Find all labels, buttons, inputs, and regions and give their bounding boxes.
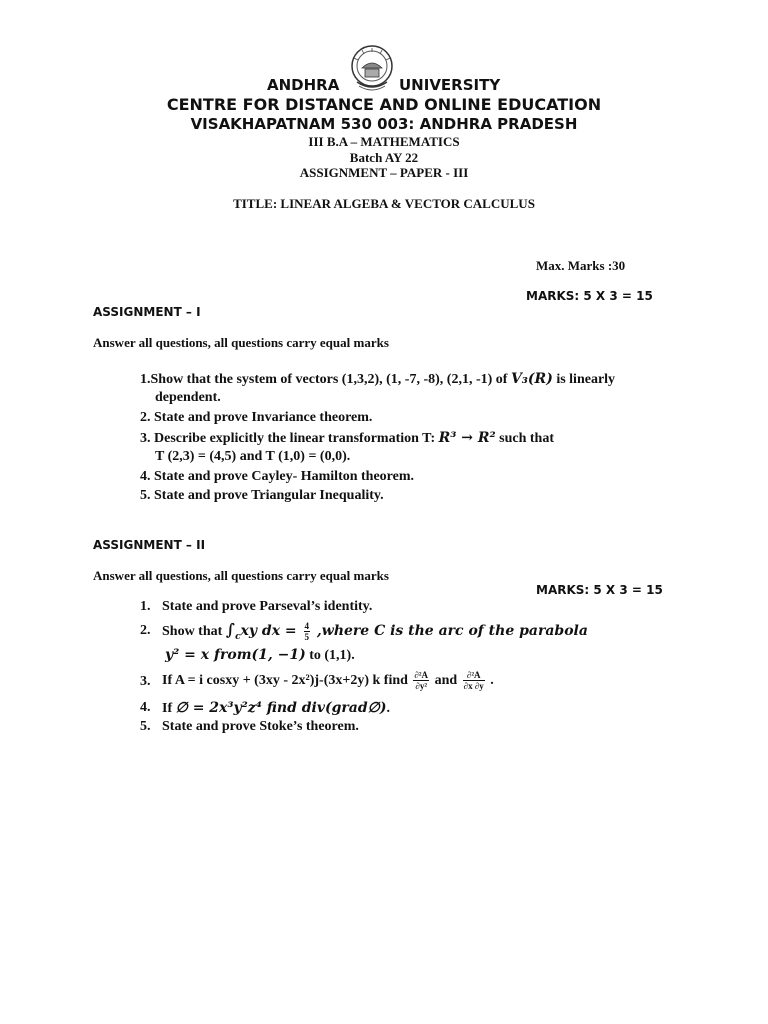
a2q3-post: . (486, 673, 494, 688)
q3-math: R³ → R² (438, 430, 496, 446)
assignment2-question-2-num: 2. (140, 623, 151, 638)
assignment-paper-line: ASSIGNMENT – PAPER - III (299, 165, 469, 180)
a2q2-cont-text: to (1,1). (305, 648, 355, 663)
a2q3-fraction-1-den: ∂y² (415, 681, 428, 692)
batch-line: Batch AY 22 (349, 150, 419, 165)
a2q3-pre: If A = i cosxy + (3xy - 2x²)j-(3x+2y) k find (162, 673, 412, 688)
university-name-right: UNIVERSITY (399, 76, 501, 94)
assignment1-question-3 (140, 430, 554, 447)
a2q3-fraction-1 (413, 670, 429, 691)
assignment2-question-5-num: 5. (140, 719, 151, 734)
max-marks: Max. Marks :30 (536, 258, 626, 273)
a2q2-cont-math: y² = x from(1, −1) (165, 647, 306, 663)
a2q2-expr: xy dx = (240, 623, 302, 639)
a2q2-fraction (304, 621, 311, 642)
a2q2-post: ,where C is the arc of the parabola (312, 623, 588, 639)
a2q3-fraction-2-den: ∂x ∂y (463, 681, 484, 692)
assignment2-heading: ASSIGNMENT – II (93, 538, 206, 552)
assignment1-question-4: 4. State and prove Cayley- Hamilton theorem. (140, 469, 415, 484)
a2q4-math: ∅ = 2x³y²z⁴ find div(grad∅) (175, 700, 387, 716)
q1-math: V₃(R) (510, 371, 553, 387)
assignment2-question-4 (162, 700, 390, 717)
assignment2-question-1-num: 1. (140, 599, 151, 614)
a2q2-pre: Show that (162, 624, 226, 639)
assignment2-question-1: State and prove Parseval’s identity. (162, 599, 373, 614)
a2q2-fraction-num: 4 (304, 621, 310, 632)
q3-text-pre: 3. Describe explicitly the linear transformation T: (140, 431, 439, 446)
a2q3-mid: and (431, 673, 461, 688)
a2q3-fraction-1-num: ∂²A (414, 670, 429, 681)
assignment1-question-1 (140, 371, 615, 388)
university-name-left: ANDHRA (267, 76, 340, 94)
assignment2-question-3-num: 3. (140, 674, 151, 689)
q1-text-pre: 1.Show that the system of vectors (1,3,2), (1, -7, -8), (2,1, -1) of (140, 372, 511, 387)
assignment1-heading: ASSIGNMENT – I (93, 305, 201, 319)
assignment1-question-5: 5. State and prove Triangular Inequality. (140, 488, 384, 503)
integral-subscript: c (235, 631, 241, 642)
assignment2-question-2-cont (165, 647, 355, 664)
a2q4-post: . (386, 701, 390, 716)
assignment1-question-1-cont: dependent. (155, 390, 221, 405)
assignment2-marks: MARKS: 5 X 3 = 15 (536, 583, 663, 597)
a2q3-fraction-2-num: ∂²A (463, 670, 485, 681)
course-line: III B.A – MATHEMATICS (308, 134, 460, 149)
paper-title: TITLE: LINEAR ALGEBA & VECTOR CALCULUS (233, 196, 535, 211)
centre-title: CENTRE FOR DISTANCE AND ONLINE EDUCATION (166, 95, 602, 114)
a2q2-fraction-den: 5 (304, 632, 310, 643)
integral-sign: ∫ (225, 620, 236, 639)
assignment2-question-3 (162, 668, 494, 694)
q1-text-post: is linearly (552, 372, 616, 387)
assignment2-instruction: Answer all questions, all questions carry equal marks (93, 568, 389, 583)
assignment1-question-3-cont: T (2,3) = (4,5) and T (1,0) = (0,0). (155, 449, 351, 464)
assignment1-question-2: 2. State and prove Invariance theorem. (140, 410, 373, 425)
a2q4-pre: If (162, 701, 176, 716)
assignment1-marks: MARKS: 5 X 3 = 15 (526, 289, 653, 303)
assignment2-question-4-num: 4. (140, 700, 151, 715)
assignment2-question-5: State and prove Stoke’s theorem. (162, 719, 359, 734)
assignment1-instruction: Answer all questions, all questions carry equal marks (93, 335, 389, 350)
university-seal-logo (349, 44, 395, 94)
q3-text-post: such that (495, 431, 554, 446)
assignment2-question-2 (162, 617, 588, 650)
a2q3-fraction-2 (463, 670, 485, 691)
address-line: VISAKHAPATNAM 530 003: ANDHRA PRADESH (190, 115, 578, 133)
